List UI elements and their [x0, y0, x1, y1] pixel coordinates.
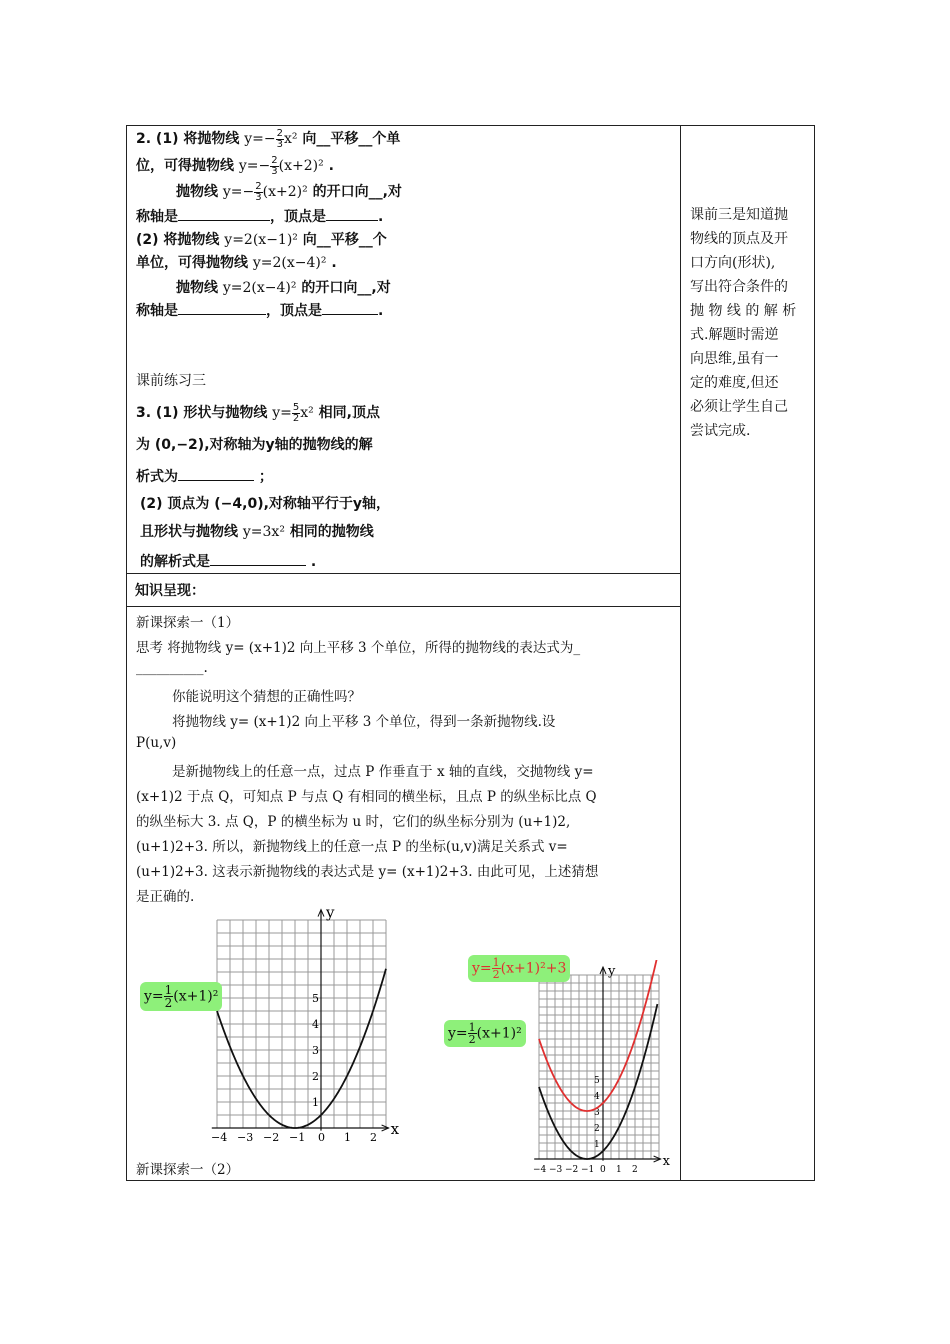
x-tick-label: −1: [581, 1165, 595, 1175]
side-note-line: 课前三是知道抛: [690, 207, 788, 223]
explore-line: 的纵坐标大 3. 点 Q，P 的横坐标为 u 时，它们的纵坐标分别为 (u+1)2,: [136, 814, 571, 830]
x-tick-label: −2: [263, 1131, 280, 1144]
x-tick-label: −1: [289, 1131, 306, 1144]
side-note: [690, 203, 810, 443]
x-tick-label: −3: [549, 1165, 563, 1175]
exercise-2-line-1: 2. (1) 将抛物线 y=− $\frac{2}{3}$ x² 向__平移__个单: [136, 127, 401, 150]
y-axis-label: y: [608, 964, 616, 979]
x-tick-label: 1: [616, 1165, 622, 1175]
explore-line: 你能说明这个猜想的正确性吗？: [172, 689, 361, 705]
exercise-2-line-3: 抛物线 y=− $\frac{2}{3}$ (x+2)² 的开口向__,对: [176, 180, 402, 203]
y-tick-label: 4: [312, 1018, 319, 1031]
x-tick-label: 2: [370, 1131, 377, 1144]
exercise-2-line-8: 称轴是 ，顶点是 .: [136, 303, 384, 319]
exercise-2-line-2: 位，可得抛物线 y=− $\frac{2}{3}$ (x+2)² .: [136, 154, 334, 177]
y-tick-label: 1: [312, 1096, 319, 1109]
x-tick-label: −3: [237, 1131, 254, 1144]
explore-heading-1: 新课探索一（1）: [136, 615, 240, 631]
explore-line: 是新抛物线上的任意一点，过点 P 作垂直于 x 轴的直线，交抛物线 y=: [172, 764, 594, 780]
y-tick-label: 2: [594, 1124, 600, 1134]
practice-3-q1-line-3: 析式为 ；: [136, 469, 273, 485]
graph-2: [505, 960, 680, 1178]
y-tick-label: 2: [312, 1070, 319, 1083]
x-axis-label: x: [662, 1154, 670, 1169]
practice-3-q1-line-2: 为 (0,−2),对称轴为y轴的抛物线的解: [136, 437, 373, 453]
y-tick-label: 5: [594, 1076, 600, 1086]
y-tick-label: 3: [312, 1044, 319, 1057]
graph-1: [200, 900, 420, 1150]
practice-3-q2-line-3: 的解析式是 .: [140, 554, 317, 570]
graph-1-label: y= $\frac{1}{2}$ (x+1)²: [140, 982, 222, 1011]
x-tick-label: −4: [533, 1165, 547, 1175]
explore-line: P(u,v): [136, 735, 177, 751]
explore-heading-2: 新课探索一（2）: [136, 1162, 240, 1178]
graph-2-label-top: y= $\frac{1}{2}$ (x+1)²+3: [468, 955, 570, 982]
knowledge-heading: 知识呈现：: [135, 583, 205, 599]
x-tick-label: 2: [632, 1165, 638, 1175]
side-note-line: 向思维,虽有一: [690, 351, 779, 367]
explore-line: (u+1)2+3. 这表示新抛物线的表达式是 y= (x+1)2+3. 由此可见，上述猜想: [136, 864, 599, 880]
practice-3-q2-line-2: 且形状与抛物线 y=3x² 相同的抛物线: [140, 524, 374, 540]
exercise-2-line-5: (2) 将抛物线 y=2(x−1)² 向__平移__个: [136, 232, 387, 248]
graph-2-label-bottom: y= $\frac{1}{2}$ (x+1)²: [444, 1020, 526, 1047]
y-tick-label: 1: [594, 1140, 600, 1150]
x-tick-label: −4: [211, 1131, 228, 1144]
side-note-line: 物线的顶点及开: [690, 231, 788, 247]
y-axis-label: y: [326, 903, 335, 922]
side-note-line: 抛 物 线 的 解 析: [690, 303, 797, 319]
explore-line: 是正确的.: [136, 889, 195, 905]
exercise-2-line-4: 称轴是 ，顶点是 .: [136, 209, 384, 225]
explore-line: (u+1)2+3. 所以，新抛物线上的任意一点 P 的坐标(u,v)满足关系式 v=: [136, 839, 568, 855]
exercise-2-line-7: 抛物线 y=2(x−4)² 的开口向__,对: [176, 280, 391, 296]
side-note-line: 尝试完成.: [690, 423, 751, 439]
explore-line: (x+1)2 于点 Q，可知点 P 与点 Q 有相同的横坐标，且点 P 的纵坐标比点 Q: [136, 789, 597, 805]
explore-line: 思考 将抛物线 y= (x+1)2 向上平移 3 个单位，所得的抛物线的表达式为_: [136, 640, 581, 656]
explore-line: __________.: [136, 660, 208, 676]
side-note-line: 口方向(形状),: [690, 255, 776, 271]
x-tick-label: 0: [600, 1165, 606, 1175]
side-note-line: 定的难度,但还: [690, 375, 779, 391]
parabola-curve: [217, 969, 386, 1128]
x-tick-label: 0: [318, 1131, 325, 1144]
explore-line: 将抛物线 y= (x+1)2 向上平移 3 个单位，得到一条新抛物线.设: [172, 714, 556, 730]
practice-3-heading: 课前练习三: [136, 373, 206, 389]
y-tick-label: 5: [312, 992, 319, 1005]
y-tick-label: 3: [594, 1108, 600, 1118]
practice-3-q1-line-1: 3. (1) 形状与抛物线 y= $\frac{5}{2}$ x² 相同,顶点: [136, 401, 380, 424]
exercise-2-line-6: 单位，可得抛物线 y=2(x−4)² .: [136, 255, 337, 271]
side-note-line: 必须让学生自己: [690, 399, 788, 415]
y-tick-label: 4: [594, 1092, 600, 1102]
x-tick-label: 1: [344, 1131, 351, 1144]
x-tick-label: −2: [565, 1165, 579, 1175]
practice-3-q2-line-1: (2) 顶点为 (−4,0),对称轴平行于y轴，: [140, 496, 391, 512]
side-note-line: 式.解题时需逆: [690, 327, 779, 343]
side-note-line: 写出符合条件的: [690, 279, 788, 295]
x-axis-label: x: [390, 1120, 400, 1138]
